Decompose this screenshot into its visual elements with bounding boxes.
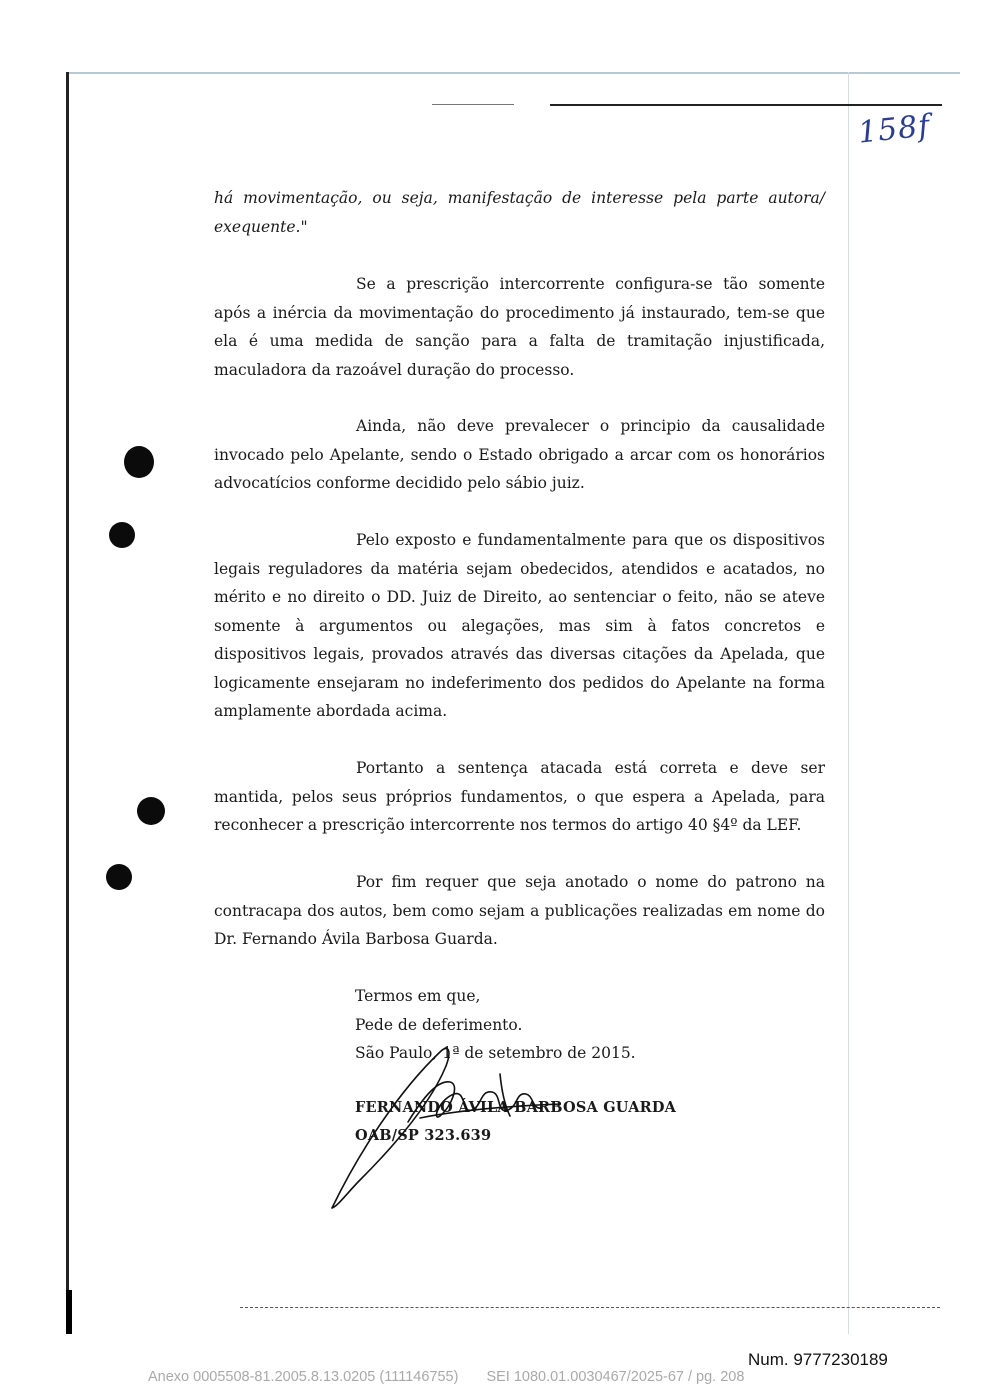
place-date: São Paulo, 1ª de setembro de 2015. [355, 1044, 636, 1062]
signer-name: FERNANDO ÁVILA BARBOSA GUARDA [355, 1099, 677, 1116]
header-rule-short [432, 104, 514, 105]
handwritten-signature [320, 1030, 570, 1220]
signer-oab: OAB/SP 323.639 [355, 1127, 492, 1144]
folio-mark: 158f [856, 108, 933, 151]
closing-line-pede: Pede de deferimento. [355, 1015, 523, 1034]
paragraph-requerimento: Por fim requer que seja anotado o nome do patrono na contracapa dos autos, bem como sejam a publicações realizadas em nome do Dr. Fernando Ávila Barbosa Guarda. [214, 873, 825, 948]
closing-line-termos: Termos em que, [355, 987, 481, 1005]
punch-hole [124, 446, 154, 478]
scan-frame-right [848, 72, 849, 1334]
scan-frame-left [66, 72, 69, 1334]
footer-number: Num. 9777230189 [748, 1350, 888, 1369]
paragraph-sentenca: Portanto a sentença atacada está correta e deve ser mantida, pelos seus próprios fundamentos, o que espera a Apelada, para reconhecer a prescrição intercorrente nos termos do artigo 40 §4º da LEF. [214, 759, 825, 834]
punch-hole [106, 864, 132, 890]
footer-metadata [148, 1369, 744, 1385]
footer-sei-reference: SEI 1080.01.0030467/2025-67 / pg. 208 [486, 1369, 745, 1385]
paragraph-exposto: Pelo exposto e fundamentalmente para que os dispositivos legais reguladores da matéria sejam obedecidos, atendidos e acatados, no mérito e no direito o DD. Juiz de Direito, ao sentenciar o feito, não se ateve somente à argumentos ou alegações, mas sim à fatos concretos e dispositivos legais, provados através das diversas citações da Apelada, que logicamente ensejaram no indeferimento dos pedidos do Apelante na forma amplamente abordada acima. [214, 531, 825, 720]
footer-rule [240, 1307, 940, 1308]
footer-annex: Anexo 0005508-81.2005.8.13.0205 (111146755) [148, 1369, 459, 1385]
header-rule-long [550, 104, 942, 106]
punch-hole [137, 797, 165, 825]
paragraph-causalidade: Ainda, não deve prevalecer o principio da causalidade invocado pelo Apelante, sendo o Estado obrigado a arcar com os honorários advocatícios conforme decidido pelo sábio juiz. [214, 417, 825, 492]
scan-frame-left-bottom [66, 1290, 72, 1334]
scan-frame-top [66, 72, 960, 74]
paragraph-prescricao: Se a prescrição intercorrente configura-se tão somente após a inércia da movimentação do procedimento já instaurado, tem-se que ela é uma medida de sanção para a falta de tramitação injustificada, maculadora da razoável duração do processo. [214, 275, 825, 379]
punch-hole [109, 522, 135, 548]
quote-continuation: há movimentação, ou seja, manifestação de interesse pela parte autora/ exequente." [214, 189, 825, 236]
